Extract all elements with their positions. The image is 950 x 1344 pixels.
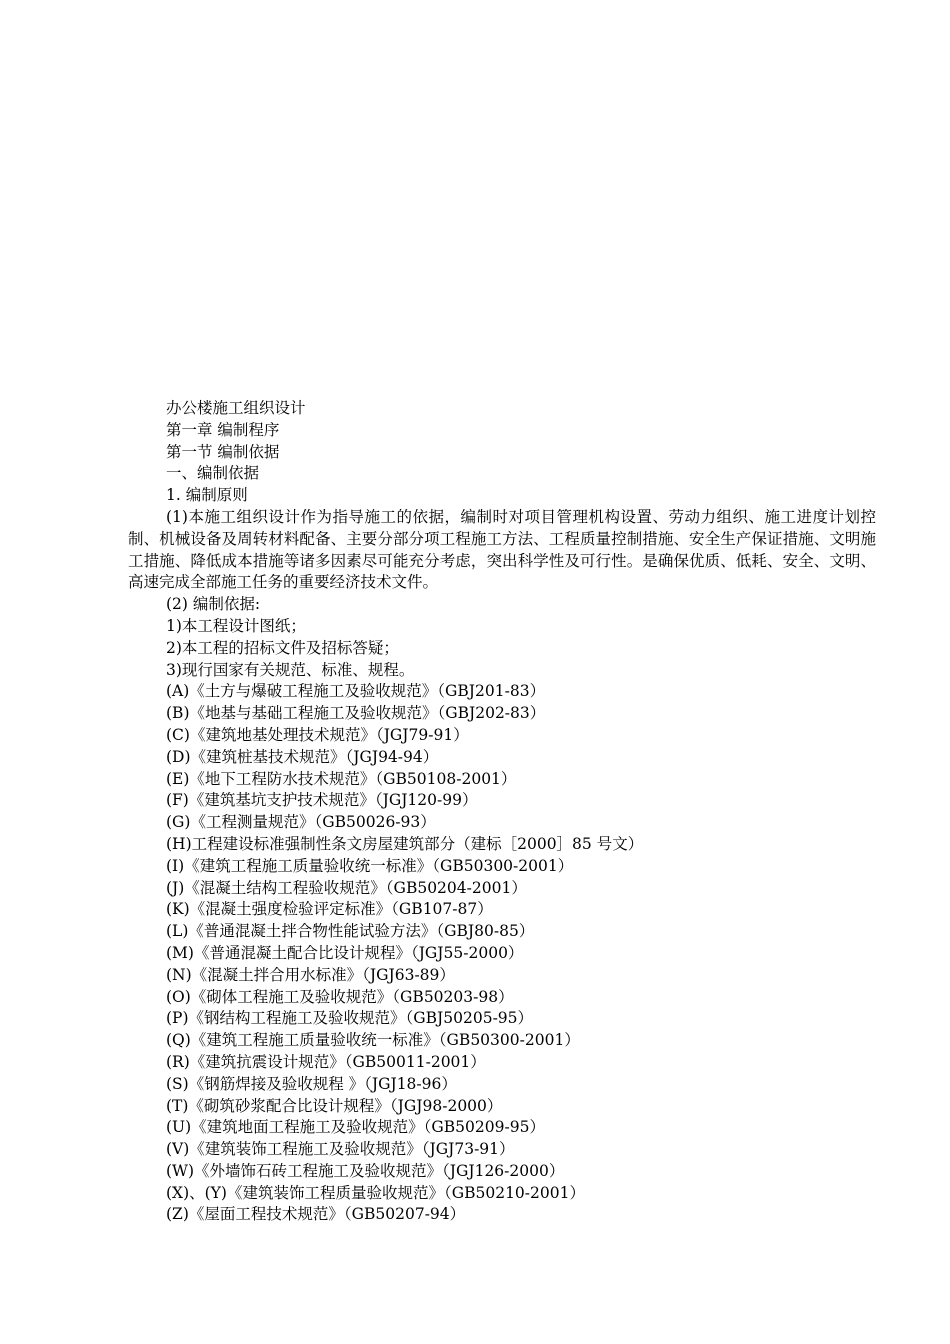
standard-item: (G)《工程测量规范》（GB50026-93） [166, 813, 436, 832]
basis-item: 3)现行国家有关规范、标准、规程。 [166, 660, 415, 679]
standard-item: (L)《普通混凝土拌合物性能试验方法》（GBJ80-85） [166, 922, 535, 941]
standard-item: (Q)《建筑工程施工质量验收统一标准》（GB50300-2001） [166, 1031, 580, 1050]
standard-item: (R)《建筑抗震设计规范》（GB50011-2001） [166, 1052, 486, 1071]
document-body [128, 398, 888, 1226]
standard-item: (I)《建筑工程施工质量验收统一标准》（GB50300-2001） [166, 856, 574, 875]
basis-item: 1)本工程设计图纸； [166, 616, 306, 635]
standard-item: (J)《混凝土结构工程验收规范》（GB50204-2001） [166, 878, 527, 897]
standard-item: (P)《钢结构工程施工及验收规范》（GBJ50205-95） [166, 1009, 534, 1028]
principle-paragraph: (1)本施工组织设计作为指导施工的依据，编制时对项目管理机构设置、劳动力组织、施工进度计划控制、机械设备及周转材料配备、主要分部分项工程施工方法、工程质量控制措施、安全生产保证措施、文明施工措施、降低成本措施等诸多因素尽可能充分考虑，突出科学性及可行性。是确保优质、低耗、安全、文明、高速完成全部施工任务的重要经济技术文件。 [128, 507, 876, 592]
standard-item: (Z)《屋面工程技术规范》（GB50207-94） [166, 1205, 466, 1224]
standard-item: (A)《土方与爆破工程施工及验收规范》（GBJ201-83） [166, 682, 546, 701]
standard-item: (S)《钢筋焊接及验收规程 》（JGJ18-96） [166, 1074, 457, 1093]
standard-item: (D)《建筑桩基技术规范》（JGJ94-94） [166, 747, 439, 766]
standard-item: (F)《建筑基坑支护技术规范》（JGJ120-99） [166, 791, 478, 810]
item-heading-principle: 1. 编制原则 [166, 486, 248, 505]
section-heading: 第一节 编制依据 [166, 442, 280, 461]
standard-item: (C)《建筑地基处理技术规范》（JGJ79-91） [166, 725, 469, 744]
standard-item: (X)、(Y)《建筑装饰工程质量验收规范》（GB50210-2001） [166, 1183, 585, 1202]
standard-item: (M)《普通混凝土配合比设计规程》（JGJ55-2000） [166, 943, 524, 962]
chapter-heading: 第一章 编制程序 [166, 420, 280, 439]
standard-item: (N)《混凝土拌合用水标准》（JGJ63-89） [166, 965, 455, 984]
standard-item: (E)《地下工程防水技术规范》（GB50108-2001） [166, 769, 517, 788]
basis-heading: (2) 编制依据: [166, 595, 261, 614]
standard-item: (H)工程建设标准强制性条文房屋建筑部分（建标［2000］85 号文） [166, 834, 644, 853]
standard-item: (V)《建筑装饰工程施工及验收规范》（JGJ73-91） [166, 1140, 515, 1159]
standard-item: (U)《建筑地面工程施工及验收规范》（GB50209-95） [166, 1118, 545, 1137]
standard-item: (T)《砌筑砂浆配合比设计规程》（JGJ98-2000） [166, 1096, 503, 1115]
document-title: 办公楼施工组织设计 [166, 399, 306, 417]
standard-item: (O)《砌体工程施工及验收规范》（GB50203-98） [166, 987, 514, 1006]
standard-item: (W)《外墙饰石砖工程施工及验收规范》（JGJ126-2000） [166, 1161, 565, 1180]
standard-item: (K)《混凝土强度检验评定标准》（GB107-87） [166, 900, 493, 919]
standard-item: (B)《地基与基础工程施工及验收规范》（GBJ202-83） [166, 704, 546, 723]
basis-item: 2)本工程的招标文件及招标答疑； [166, 638, 399, 657]
subsection-heading: 一、编制依据 [166, 464, 260, 483]
